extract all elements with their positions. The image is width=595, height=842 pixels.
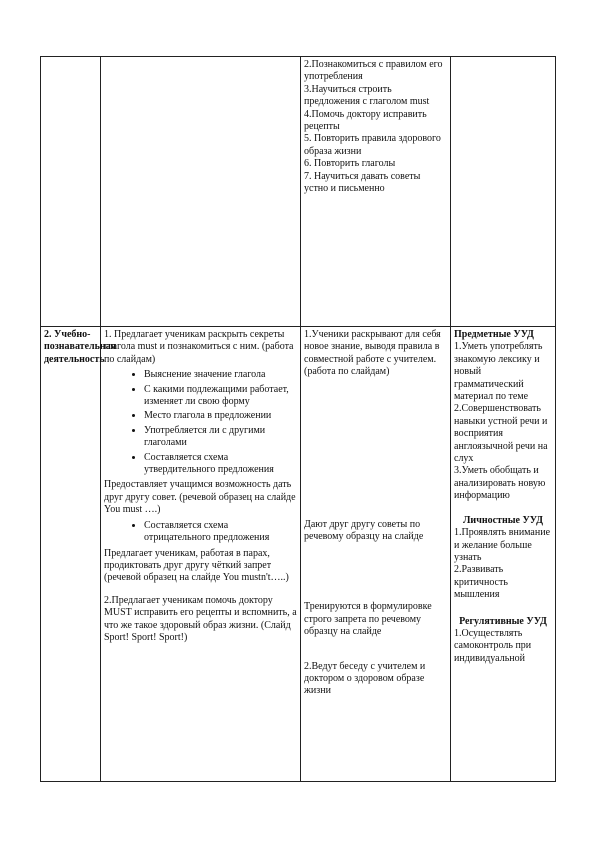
- list-item: 2.Развивать критичность мышления: [454, 564, 508, 601]
- bullet-list: [104, 369, 297, 476]
- list-item: 4.Помочь доктору исправить рецепты: [304, 108, 427, 133]
- stage-cell: [41, 327, 117, 782]
- table-row: [41, 327, 556, 782]
- teacher-cell: [101, 327, 301, 782]
- list-item: • Употребляется ли с другими глаголами: [144, 425, 297, 450]
- list-item: 7. Научиться давать советы устно и письменно: [304, 170, 421, 195]
- list-item: • Составляется схема утвердительного предложения: [144, 452, 297, 477]
- uud-heading: Регулятивные УУД: [459, 615, 547, 627]
- uud-heading: Предметные УУД: [454, 329, 534, 340]
- list-item: 1.Проявлять внимание и желание больше узнать: [454, 527, 551, 563]
- teacher-cell: [101, 57, 301, 327]
- students-paragraph: 1.Ученики раскрывают для себя новое знание, выводя правила в совместной работе с учителем. (работа по слайдам): [304, 329, 441, 378]
- students-cell: [301, 57, 451, 327]
- students-paragraph: 2.Ведут беседу с учителем и доктором о здоровом образе жизни: [304, 660, 426, 697]
- list-item: 5. Повторить правила здорового образа жизни: [304, 133, 441, 157]
- stage-cell: [41, 57, 101, 327]
- teacher-paragraph: Предоставляет учащимся возможность дать друг другу совет. (речевой образец на слайде You must ….): [104, 479, 296, 516]
- table-row: [41, 57, 556, 327]
- stage-title: 2. Учебно-познавательная деятельность: [44, 329, 117, 365]
- students-paragraph: Дают друг другу советы по речевому образцу на слайде: [304, 518, 424, 543]
- list-item: 1.Осуществлять самоконтроль при индивидуальной: [454, 627, 532, 664]
- list-item: 3.Научиться строить предложения с глаголом must: [304, 83, 430, 108]
- uud-cell: [451, 327, 556, 782]
- lesson-plan-table: [40, 56, 556, 782]
- list-item: 6. Повторить глаголы: [304, 158, 396, 170]
- uud-heading: Личностные УУД: [462, 514, 544, 526]
- students-paragraph: Тренируются в формулировке строго запрета по речевому образцу на слайде: [304, 601, 432, 638]
- uud-cell: [451, 57, 556, 327]
- list-item: 1.Уметь употреблять знакомую лексику и новый грамматический материал по теме: [454, 341, 543, 403]
- teacher-paragraph: 1. Предлагает ученикам раскрыть секреты глагола must и познакомиться с ним. (работа по слайдам): [104, 329, 294, 365]
- list-item: • С какими подлежащими работает, изменяет ли свою форму: [144, 384, 297, 409]
- list-item: • Выяснение значение глагола: [144, 369, 297, 381]
- list-item: • Место глагола в предложении: [144, 410, 297, 422]
- bullet-list: [104, 520, 297, 545]
- list-item: • Составляется схема отрицательного предложения: [144, 520, 297, 545]
- list-item: 2.Совершенствовать навыки устной речи и восприятия англоязычной речи на слух: [454, 403, 548, 465]
- teacher-paragraph: 2.Предлагает ученикам помочь доктору MUST исправить его рецепты и вспомнить, а что же такое здоровый образ жизни. (Слайд Sport! Sport! Sport!): [104, 594, 297, 643]
- list-item: 3.Уметь обобщать и анализировать новую информацию: [454, 465, 546, 502]
- students-cell: [301, 327, 451, 782]
- teacher-paragraph: Предлагает ученикам, работая в парах, продиктовать друг другу чёткий запрет (речевой образец на слайде You mustn't…..): [104, 547, 289, 584]
- list-item: 2.Познакомиться с правилом его употребления: [304, 59, 443, 83]
